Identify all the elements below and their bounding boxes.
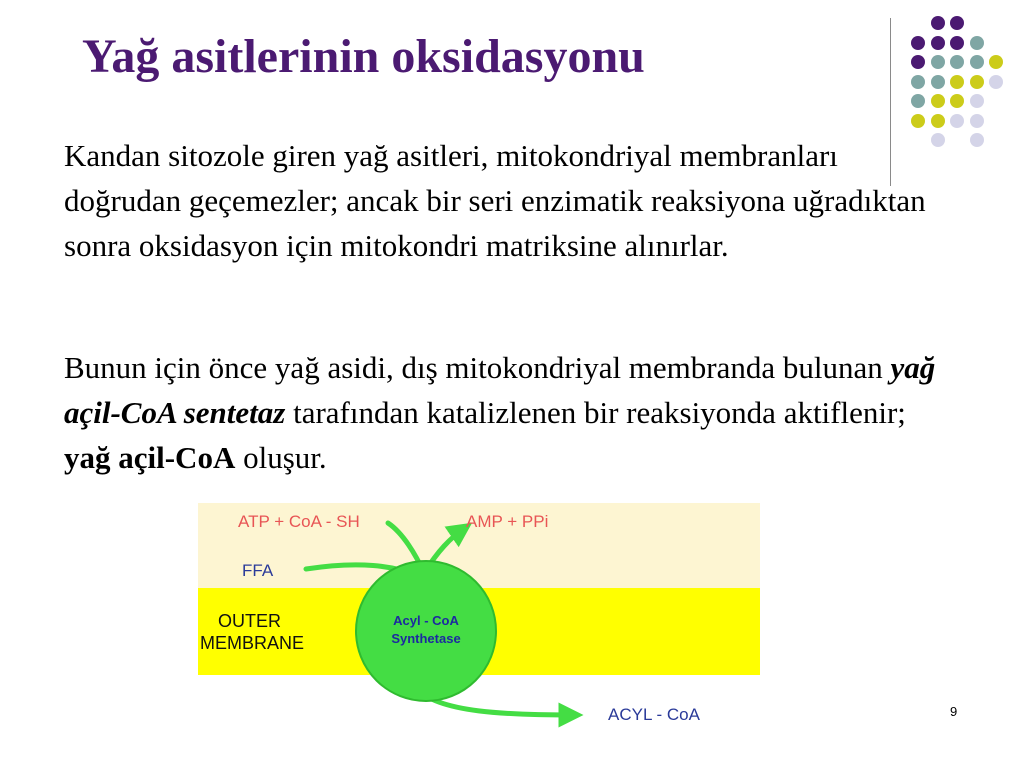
slide-title: Yağ asitlerinin oksidasyonu xyxy=(82,30,645,83)
decorative-dot xyxy=(931,94,945,108)
membrane-label: MEMBRANE xyxy=(200,633,305,653)
decorative-dot xyxy=(911,75,925,89)
products-label: AMP + PPi xyxy=(466,512,549,531)
decorative-dot xyxy=(989,55,1003,69)
decorative-dot xyxy=(970,94,984,108)
decorative-dot xyxy=(950,55,964,69)
decorative-dot xyxy=(911,55,925,69)
decorative-dot xyxy=(911,114,925,128)
paragraph-2 xyxy=(64,345,944,480)
decorative-dot xyxy=(931,114,945,128)
decorative-dot xyxy=(911,94,925,108)
paragraph-2-text-3: oluşur. xyxy=(235,440,327,475)
decorative-dot xyxy=(970,55,984,69)
reactants-label: ATP + CoA - SH xyxy=(238,512,360,531)
enzyme-label-1: Acyl - CoA xyxy=(393,613,459,628)
decorative-dot xyxy=(911,36,925,50)
decorative-dot xyxy=(950,36,964,50)
decorative-dot xyxy=(950,75,964,89)
decorative-dot xyxy=(950,114,964,128)
decorative-dot xyxy=(970,114,984,128)
decorative-dot xyxy=(931,36,945,50)
decorative-dot xyxy=(970,36,984,50)
ffa-label: FFA xyxy=(242,561,274,580)
product-name: yağ açil-CoA xyxy=(64,440,236,475)
paragraph-1: Kandan sitozole giren yağ asitleri, mitokondriyal membranları doğrudan geçemezler; ancak bir seri enzimatik reaksiyona uğradıktan sonra oksidasyon için mitokondri matriksine alınırlar. xyxy=(64,138,926,263)
outer-label: OUTER xyxy=(218,611,281,631)
decorative-dot xyxy=(931,75,945,89)
paragraph-2-text-1: Bunun için önce yağ asidi, dış mitokondriyal membranda bulunan xyxy=(64,350,891,385)
acyl-coa-synthetase-diagram xyxy=(198,503,818,733)
acyl-coa-label: ACYL - CoA xyxy=(608,705,700,724)
decorative-dot xyxy=(970,75,984,89)
decorative-dot xyxy=(950,94,964,108)
decorative-dot xyxy=(970,133,984,147)
decorative-dot xyxy=(989,75,1003,89)
decorative-dot xyxy=(950,16,964,30)
decorative-dot xyxy=(931,55,945,69)
decorative-dot xyxy=(931,16,945,30)
enzyme-label-2: Synthetase xyxy=(391,631,461,646)
page-number: 9 xyxy=(950,704,958,719)
paragraph-2-text-2: tarafından katalizlenen bir reaksiyonda aktiflenir; xyxy=(285,395,906,430)
enzyme-name: yağ açil-CoA sentetaz xyxy=(64,350,936,430)
